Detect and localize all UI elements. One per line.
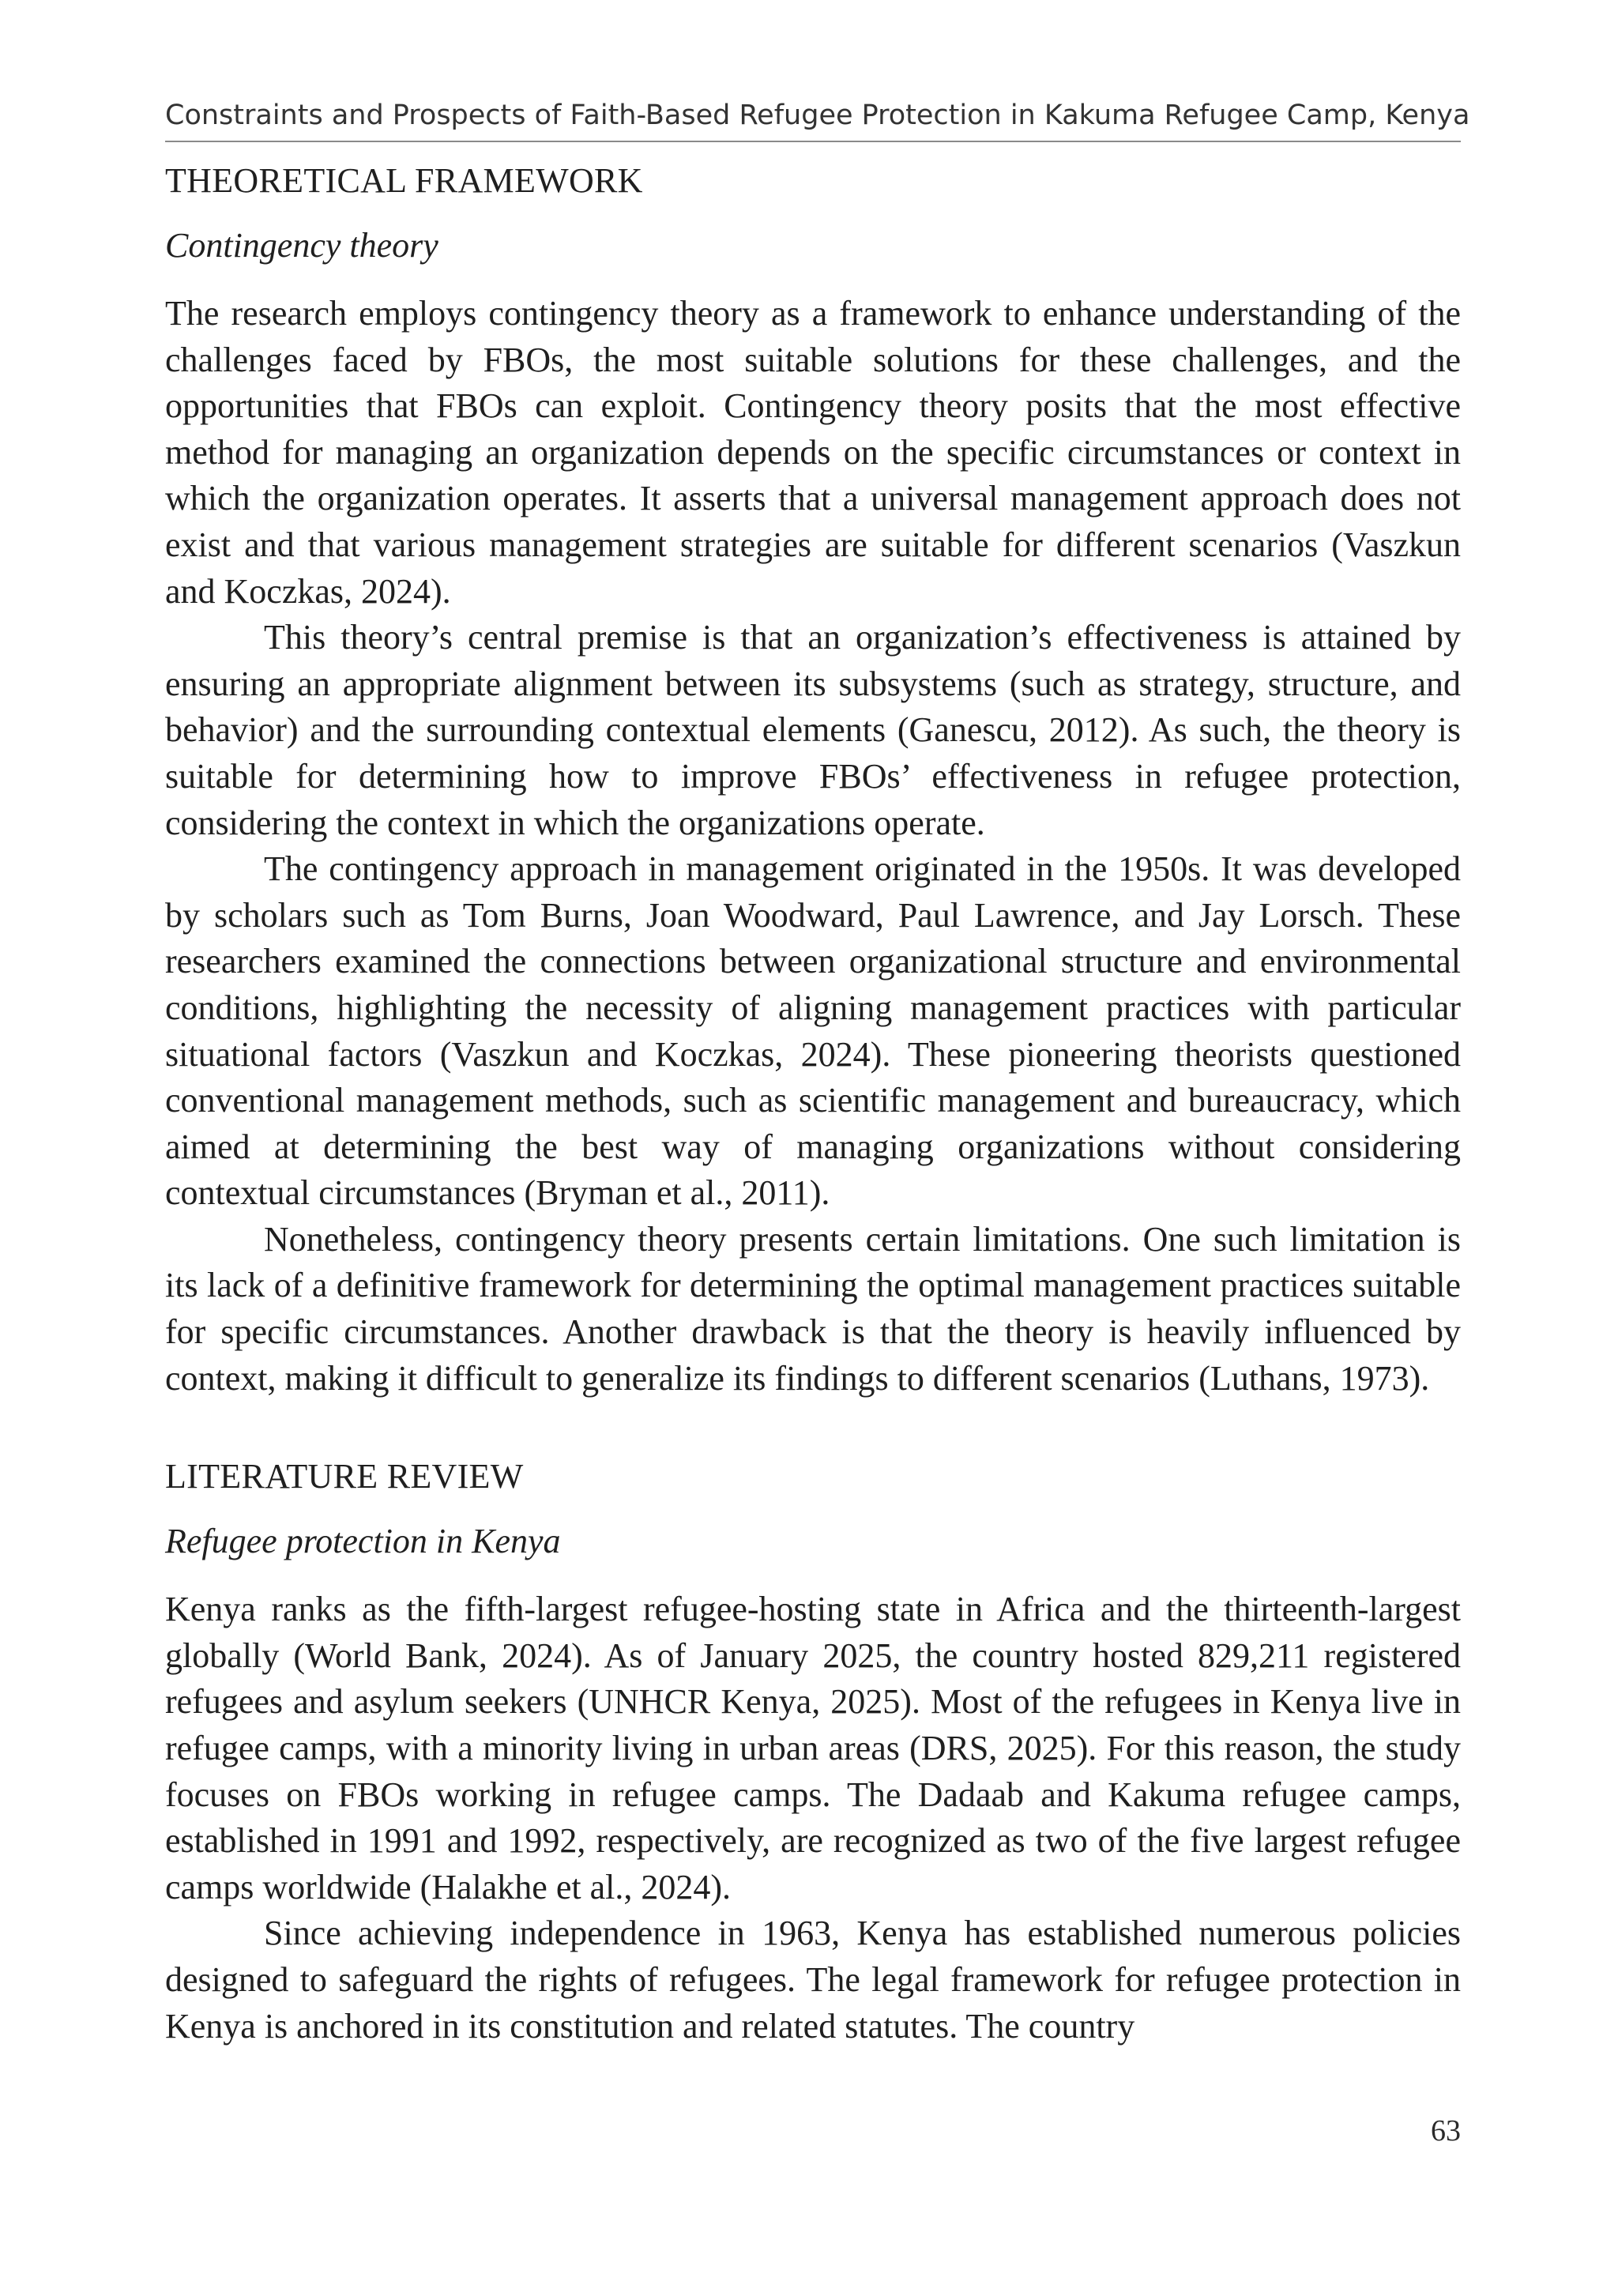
header-divider	[165, 141, 1461, 142]
paragraph: This theory’s central premise is that an organization’s effectiveness is attained by ensuring an appropriate alignment between its subsystems (such as strategy, structure, and behavior) and the surrounding contextual elements (Ganescu, 2012). As such, the theory is suitable for determining how to improve FBOs’ effectiveness in refugee protection, considering the context in which the organizations operate.	[165, 618, 1461, 842]
paragraph: Kenya ranks as the fifth-largest refugee-hosting state in Africa and the thirteenth-largest globally (World Bank, 2024). As of January 2025, the country hosted 829,211 registered refugees and asylum seekers (UNHCR Kenya, 2025). Most of the refugees in Kenya live in refugee camps, with a minority living in urban areas (DRS, 2025). For this reason, the study focuses on FBOs working in refugee camps. The Dadaab and Kakuma refugee camps, established in 1991 and 1992, respectively, are recognized as two of the five largest refugee camps worldwide (Halakhe et al., 2024).	[165, 1590, 1461, 1906]
running-header: Constraints and Prospects of Faith-Based Refugee Protection in Kakuma Refugee Camp, Kenya	[165, 100, 1470, 131]
paragraph: Since achieving independence in 1963, Kenya has established numerous policies designed to safeguard the rights of refugees. The legal framework for refugee protection in Kenya is anchored in its constitution and related statutes. The country	[165, 1914, 1461, 2046]
subheading-refugee-protection-kenya: Refugee protection in Kenya	[165, 1522, 561, 1561]
section-heading-literature-review: LITERATURE REVIEW	[165, 1457, 524, 1496]
page-number: 63	[1431, 2114, 1461, 2147]
paragraph: The research employs contingency theory as a framework to enhance understanding of the challenges faced by FBOs, the most suitable solutions for these challenges, and the opportunities that FBOs can exploit. Contingency theory posits that the most effective method for managing an organization depends on the specific circumstances or context in which the organization operates. It asserts that a universal management approach does not exist and that various management strategies are suitable for different scenarios (Vaszkun and Koczkas, 2024).	[165, 294, 1461, 611]
paragraph: The contingency approach in management originated in the 1950s. It was developed by scholars such as Tom Burns, Joan Woodward, Paul Lawrence, and Jay Lorsch. These researchers examined the connections between organizational structure and environmental conditions, highlighting the necessity of aligning management practices with particular situational factors (Vaszkun and Koczkas, 2024). These pioneering theorists questioned conventional management methods, such as scientific management and bureaucracy, which aimed at determining the best way of managing organizations without considering contextual circumstances (Bryman et al., 2011).	[165, 849, 1461, 1213]
page-body	[165, 150, 1461, 2049]
subheading-contingency-theory: Contingency theory	[165, 226, 438, 265]
paragraph: Nonetheless, contingency theory presents certain limitations. One such limitation is its lack of a definitive framework for determining the optimal management practices suitable for specific circumstances. Another drawback is that the theory is heavily influenced by context, making it difficult to generalize its findings to different scenarios (Luthans, 1973).	[165, 1219, 1461, 1398]
section-heading-theoretical-framework: THEORETICAL FRAMEWORK	[165, 161, 643, 200]
